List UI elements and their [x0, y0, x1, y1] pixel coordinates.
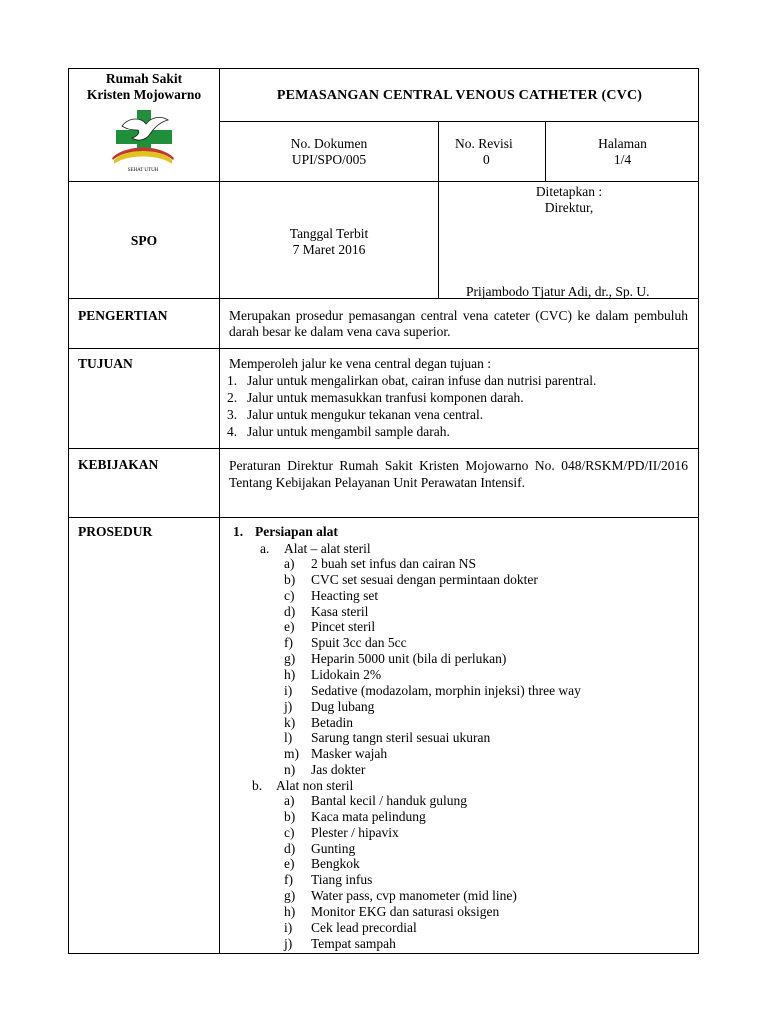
item-marker: d): [284, 603, 296, 619]
item-text: Gunting: [311, 840, 356, 856]
tanggal-terbit-label: Tanggal Terbit: [289, 226, 369, 241]
item-text: Betadin: [311, 714, 353, 730]
item-marker: h): [284, 666, 296, 682]
row-divider: [219, 121, 699, 122]
list-number: 1.: [227, 373, 238, 388]
pengertian-text: Merupakan prosedur pemasangan central vena cateter (CVC) ke dalam pembuluh darah besar ke dalam vena cava superior.: [229, 308, 688, 339]
item-text: Plester / hipavix: [311, 824, 399, 840]
item-text: Tiang infus: [311, 872, 373, 888]
row-divider: [68, 181, 699, 182]
signatory-name: Prijambodo Tjatur Adi, dr., Sp. U.: [466, 284, 650, 299]
ditetapkan-label: Ditetapkan :: [535, 184, 603, 199]
row-divider: [68, 448, 699, 449]
item-marker: n): [284, 762, 296, 778]
item-text: Sarung tangn steril sesuai ukuran: [311, 730, 491, 746]
list-number: 4.: [227, 424, 238, 439]
item-marker: e): [284, 619, 295, 635]
item-marker: f): [284, 872, 293, 888]
prosedur-label: PROSEDUR: [78, 524, 153, 539]
item-text: Masker wajah: [311, 746, 388, 762]
row-divider: [68, 348, 699, 349]
item-text: Monitor EKG dan saturasi oksigen: [311, 903, 500, 919]
item-text: Kaca mata pelindung: [311, 808, 426, 824]
item-text: 2 buah set infus dan cairan NS: [311, 556, 476, 571]
sub-b-title: Alat non steril: [276, 778, 354, 793]
no-revisi-value: 0: [483, 152, 490, 167]
tujuan-intro: Memperoleh jalur ke vena central degan tujuan :: [229, 356, 492, 371]
list-text: Jalur untuk memasukkan tranfusi komponen darah.: [247, 390, 524, 405]
item-marker: l): [284, 730, 293, 746]
item-marker: f): [284, 635, 293, 651]
item-marker: a): [284, 556, 295, 571]
no-dokumen-label: No. Dokumen: [290, 136, 368, 151]
list-text: Jalur untuk mengukur tekanan vena central.: [247, 407, 484, 422]
kebijakan-text: Peraturan Direktur Rumah Sakit Kristen Mojowarno No. 048/RSKM/PD/II/2016 Tentang Kebijakan Pelayanan Unit Perawatan Intensif.: [229, 458, 688, 490]
section-title: Persiapan alat: [255, 524, 338, 539]
item-text: Dug lubang: [311, 698, 375, 714]
logo-caption: SEHAT UTUH: [127, 168, 159, 173]
item-text: Kasa steril: [311, 603, 369, 619]
section-number: 1.: [233, 524, 244, 539]
item-marker: g): [284, 888, 296, 904]
kebijakan-label: KEBIJAKAN: [78, 457, 159, 472]
list-text: Jalur untuk mengambil sample darah.: [247, 424, 450, 439]
sub-b-marker: b.: [252, 778, 263, 793]
item-marker: i): [284, 919, 293, 935]
item-text: Heparin 5000 unit (bila di perlukan): [311, 651, 507, 667]
item-marker: j): [284, 935, 293, 951]
list-text: Jalur untuk mengalirkan obat, cairan infuse dan nutrisi parentral.: [247, 373, 597, 388]
item-text: Lidokain 2%: [311, 666, 382, 682]
item-text: Jas dokter: [311, 762, 366, 778]
sub-a-title: Alat – alat steril: [284, 541, 371, 556]
item-marker: h): [284, 903, 296, 919]
no-revisi-label: No. Revisi: [455, 136, 513, 151]
list-number: 3.: [227, 407, 238, 422]
item-marker: d): [284, 840, 296, 856]
halaman-label: Halaman: [598, 136, 647, 151]
halaman-value: 1/4: [613, 152, 632, 167]
item-marker: b): [284, 571, 296, 587]
item-marker: m): [284, 746, 299, 762]
item-text: Tempat sampah: [311, 935, 396, 951]
item-text: Cek lead precordial: [311, 919, 417, 935]
item-text: CVC set sesuai dengan permintaan dokter: [311, 571, 538, 587]
item-marker: g): [284, 651, 296, 667]
column-divider: [219, 68, 220, 954]
tanggal-terbit-value: 7 Maret 2016: [292, 242, 366, 257]
item-marker: e): [284, 856, 295, 872]
spo-label: SPO: [130, 233, 158, 248]
row-divider: [68, 517, 699, 518]
item-marker: j): [284, 698, 293, 714]
hospital-name-line1: Rumah Sakit: [105, 71, 183, 86]
document-title: PEMASANGAN CENTRAL VENOUS CATHETER (CVC): [276, 88, 643, 103]
item-marker: k): [284, 714, 296, 730]
list-number: 2.: [227, 390, 238, 405]
hospital-name-line2: Kristen Mojowarno: [86, 87, 202, 102]
tujuan-label: TUJUAN: [78, 356, 133, 371]
item-marker: i): [284, 682, 293, 698]
hospital-logo: [112, 108, 174, 172]
item-marker: b): [284, 808, 296, 824]
item-text: Pincet steril: [311, 619, 376, 635]
item-text: Spuit 3cc dan 5cc: [311, 635, 407, 651]
item-text: Water pass, cvp manometer (mid line): [311, 888, 517, 904]
item-text: Bantal kecil / handuk gulung: [311, 793, 467, 808]
item-text: Heacting set: [311, 587, 379, 603]
item-text: Sedative (modazolam, morphin injeksi) three way: [311, 682, 581, 698]
item-marker: c): [284, 587, 295, 603]
item-text: Bengkok: [311, 856, 360, 872]
pengertian-label: PENGERTIAN: [78, 308, 168, 323]
direktur-label: Direktur,: [544, 200, 594, 215]
no-dokumen-value: UPI/SPO/005: [291, 152, 367, 167]
item-marker: c): [284, 824, 295, 840]
item-marker: a): [284, 793, 295, 808]
sub-a-marker: a.: [260, 541, 270, 556]
